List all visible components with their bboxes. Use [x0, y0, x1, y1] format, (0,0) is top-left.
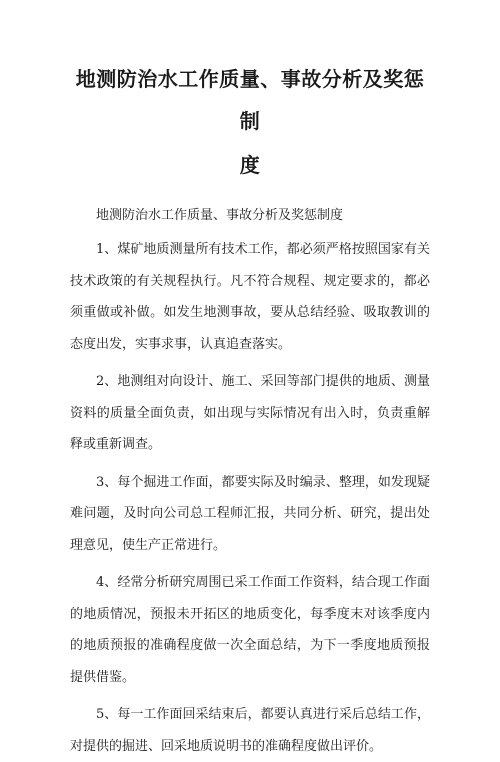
paragraph-3: 3、每个掘进工作面，都要实际及时编录、整理，如发现疑难问题，及时向公司总工程师汇报，共同分析、研究，提出处理意见，使生产正常进行。 — [70, 474, 430, 553]
title-line-1: 地测防治水工作质量、事故分析及奖惩制 — [75, 67, 425, 133]
title-line-2: 度 — [239, 153, 261, 177]
paragraph-4: 4、经常分析研究周围已采工作面工作资料，结合现工作面的地质情况，预报未开拓区的地质变化，每季度末对该季度内的地质预报的准确程度做一次全面总结，为下一季度地质预报提供借鉴。 — [70, 575, 430, 685]
paragraph-1: 1、煤矿地质测量所有技术工作，都必须严格按照国家有关技术政策的有关规程执行。凡不符合规程、规定要求的，都必须重做或补做。如发生地测事故，要从总结经验、吸取教训的态度出发，实事求事，认真追查落实。 — [70, 242, 430, 352]
paragraph-2: 2、地测组对向设计、施工、采回等部门提供的地质、测量资料的质量全面负责，如出现与实际情况有出入时，负责重解释或重新调查。 — [70, 374, 430, 452]
paragraph-5: 5、每一工作面回采结束后，都要认真进行采后总结工作，对提供的掘进、回采地质说明书的准确程度做出评价。 — [70, 707, 430, 754]
document-subtitle: 地测防治水工作质量、事故分析及奖惩制度 — [96, 208, 344, 223]
document-title — [70, 0, 430, 186]
